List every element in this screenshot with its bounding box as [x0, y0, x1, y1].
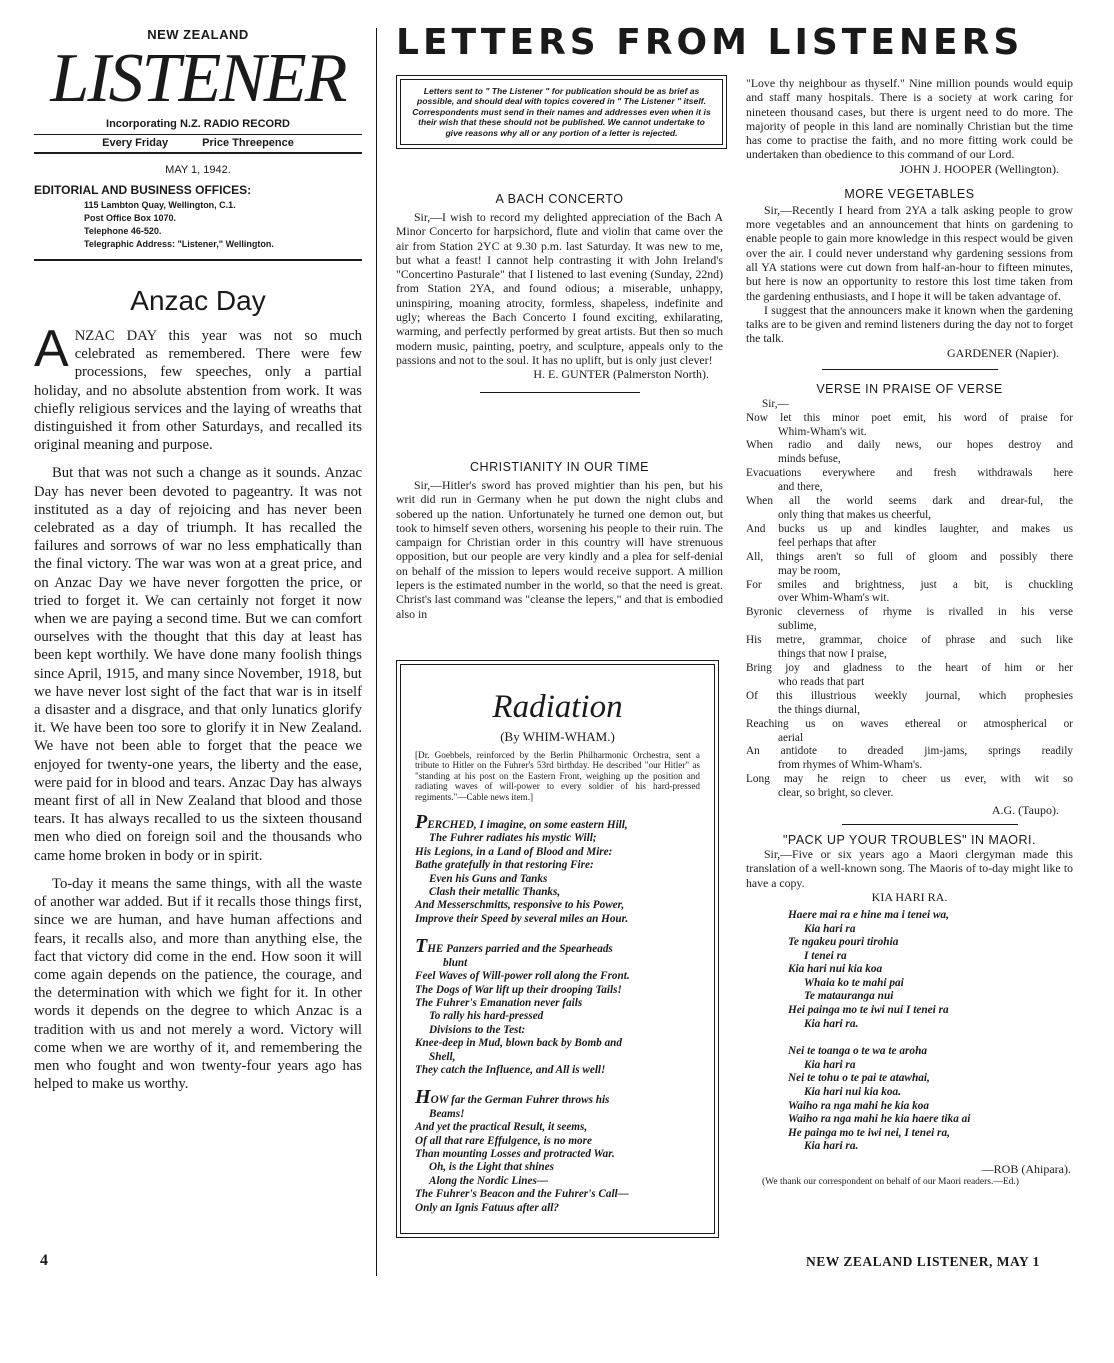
song-line: Te ngakeu pouri tirohia — [788, 936, 899, 949]
verse-line: For smiles and brightness, just a bit, is chuckling — [746, 578, 1073, 591]
verse-line-cont: may be room, — [778, 564, 841, 577]
editorial-notice — [396, 75, 727, 149]
editor-note: (We thank our correspondent on behalf of our Maori readers.—Ed.) — [762, 1177, 1019, 1188]
verse-line: Byronic cleverness of rhyme is rivalled in his verse — [746, 606, 1073, 619]
masthead-rule-2 — [34, 152, 362, 154]
masthead-info-row — [34, 135, 362, 152]
poem-line: To rally his hard-pressed — [429, 1010, 544, 1023]
letter-separator — [480, 392, 640, 393]
song-line: Nei te tohu o te pai te atawhai, — [788, 1072, 930, 1085]
verse-line: Reaching us on waves ethereal or atmospherical or — [746, 717, 1073, 730]
song-line: Haere mai ra e hine ma i tenei wa, — [788, 908, 949, 921]
verse-line: Of this illustrious weekly journal, which prophesies — [746, 689, 1073, 702]
letter-body: Sir,—Five or six years ago a Maori clergyman made this translation of a well-known song. The Maoris of to-day might like to have a copy. — [746, 847, 1073, 890]
poem-line: Oh, is the Light that shines — [429, 1161, 554, 1174]
office-line: Telephone 46-520. — [84, 226, 162, 236]
page-footer: NEW ZEALAND LISTENER, MAY 1 — [806, 1254, 1040, 1269]
editorial-para-1: ANZAC DAY this year was not so much celebrated as remembered. There were few processions, few speeches, only a partial holiday, and no absolute abstention from work. It was chiefly religious services and the laying of wreaths that distinguished it from other Saturdays, and recalled its original meaning and purpose. — [34, 320, 362, 454]
editorial-para-2: But that was not such a change as it sounds. Anzac Day has never been devoted to pageantry. It was not instituted as a day of rejoicing and has never been celebrated as a day of triumph. It has recalled the failures and sorrows of war no less emphatically than the final victory. The war was won at a great price, and on Anzac Day we have never forgotten the price, or tried to forget it. We can certainly not forget it now when we are paying a second time. But we can comfort ourselves with the thought that this day at least has been kept worthily. We have done many foolish things since April, 1915, and many since November, 1918, but we have never lost sight of the fact that war is in itself a disaster and a disgrace, and that only lunatics glorify it. We have been too sore to glorify it in New Zealand. We have not been able to forget that the peace we enjoyed for twenty-one years, the liberty and the ease, were paid for in blood and tears. Anzac Day has always meant first of all in New Zealand that blood and those tears. It has always recalled to us the sixteen thousand men who died on foreign soil and the thousands who came home broken in body or in spirit. — [34, 465, 362, 864]
poem-line: PERCHED, I imagine, on some eastern Hill, — [415, 811, 628, 834]
poem-initial: P — [415, 811, 428, 834]
editorial-body — [34, 320, 362, 1093]
middle-column — [396, 0, 723, 1363]
masthead-price: Price Threepence — [202, 137, 294, 149]
poem-line: Divisions to the Test: — [429, 1023, 526, 1036]
song-line: Hei painga mo te iwi nui I tenei ra — [788, 1004, 949, 1017]
verse-line-cont: minds befuse, — [778, 453, 841, 466]
verse-line-cont: clear, so bright, so clever. — [778, 787, 894, 800]
letter-title: CHRISTIANITY IN OUR TIME — [470, 460, 649, 474]
letter-body: Sir,—I wish to record my delighted appreciation of the Bach A Minor Concerto for harpsichord, flute and violin that came over the air from Station 2YC at 9.30 p.m. last Saturday. It was new to me, but what a feast! I cannot help contrasting it with John Ireland's "Concertino Pasturale" that I listened to last evening (Sunday, 22nd) from Station 2YA, and found odious; a miserable, unhappy, uninspiring, moaning atrocity, formless, shapeless, indefinite and ugly; whereas the Bach Concerto I found exciting, exhilarating, warming, and perfectly performed by great artists. But then so much modern music, painting, poetry, and sculpture, appeals only to the passions and not to the soul. It has no uplift, but is only just clever! — [396, 210, 723, 367]
verse-line: All, things aren't so full of gloom and possibly there — [746, 550, 1073, 563]
letter-bach — [396, 192, 723, 393]
poem-box — [396, 660, 719, 1238]
letter-title: A BACH CONCERTO — [495, 192, 624, 206]
left-column — [34, 0, 362, 1093]
letter-signature: A.G. (Taupo). — [991, 803, 1059, 818]
issue-date: MAY 1, 1942. — [165, 164, 231, 176]
column-divider — [376, 28, 377, 1276]
poem-line: Knee-deep in Mud, blown back by Bomb and — [415, 1037, 622, 1050]
song-verse-1 — [788, 909, 1073, 1031]
verse-line-cont: Whim-Wham's wit. — [778, 425, 867, 438]
verse-line-cont: only thing that makes us cheerful, — [778, 509, 932, 521]
letter-body-2: I suggest that the announcers make it known when the gardening talks are to be given and remind listeners during the day not to forget the talk. — [746, 302, 1073, 346]
verse-line: His metre, grammar, choice of phrase and such like — [746, 634, 1073, 647]
song-line: Kia hari ra. — [804, 1017, 859, 1030]
masthead-title: LISTENER — [50, 40, 346, 117]
poem-line: Shell, — [429, 1050, 456, 1063]
poem-line: Only an Ignis Fatuus after all? — [415, 1201, 559, 1214]
verse-line: Evacuations everywhere and fresh withdrawals here — [746, 467, 1073, 480]
poem-initial: T — [415, 935, 428, 958]
editorial-para-3: To-day it means the same things, with all the waste of another war added. But if it recalls those things first, since we are human, and have human affections and fears, it recalls also, and more than anything else, the fact that victory did come in the end. How soon it will come again depends on the patience, the courage, and the determination with which we fight for it. In other words it depends on the degree to which Anzac is a tradition with us and not merely a word. Victory will come when we are worthy of it, and remembering the men who fought and won twenty-four years ago has helped to make us worthy. — [34, 875, 362, 1093]
verse-line-cont: things that now I praise, — [778, 648, 887, 661]
letter-separator — [842, 824, 1018, 825]
poem-line: Clash their metallic Thanks, — [429, 886, 561, 899]
verse-line-cont: feel perhaps that after — [778, 536, 877, 549]
editorial-title: Anzac Day — [130, 285, 266, 316]
poem-stanza-1 — [415, 811, 700, 926]
poem-line: blunt — [443, 956, 468, 969]
song-line: Kia hari ra — [804, 1058, 856, 1071]
letter-title: MORE VEGETABLES — [844, 186, 975, 201]
verse-body — [746, 398, 1073, 801]
letter-signature: JOHN J. HOOPER (Wellington). — [899, 161, 1059, 176]
poem-line: Even his Guns and Tanks — [429, 872, 548, 885]
verse-line: Long may he reign to cheer us ever, with wit so — [746, 773, 1073, 786]
poem-line: The Fuhrer's Beacon and the Fuhrer's Call— — [415, 1188, 629, 1201]
letter-vegetables — [746, 187, 1073, 370]
notice-text: Letters sent to " The Listener " for publication should be as brief as possible, and should deal with topics covered in " The Listener " itself. Correspondents must send in their names and addresses even when it is their wish that these should not be published. We cannot undertake to give reasons why all or any portion of a letter is rejected. — [400, 79, 723, 145]
letter-title: "PACK UP YOUR TROUBLES" IN MAORI. — [783, 833, 1036, 848]
poem-line: Beams! — [429, 1107, 465, 1120]
section-banner: LETTERS FROM LISTENERS — [396, 22, 1024, 63]
masthead-incorporating: Incorporating N.Z. RADIO RECORD — [106, 118, 290, 130]
verse-line-cont: the things diurnal, — [778, 703, 860, 716]
letter-maori — [746, 833, 1073, 1188]
poem-stanza-2 — [415, 935, 700, 1077]
verse-line: Bring joy and gladness to the heart of him or her — [746, 661, 1073, 674]
poem-stanza-3 — [415, 1086, 700, 1215]
masthead-top: NEW ZEALAND — [147, 27, 249, 42]
poem-line: The Dogs of War lift up their drooping Tails! — [415, 983, 622, 996]
poem-line: Than mounting Losses and protracted War. — [415, 1147, 615, 1160]
masthead-frequency: Every Friday — [102, 137, 169, 149]
page-number: 4 — [40, 1252, 48, 1269]
poem-line: Of all that rare Effulgence, is no more — [415, 1134, 592, 1147]
song-line: I tenei ra — [804, 949, 847, 962]
letter-verse — [746, 382, 1073, 825]
verse-line-cont: sublime, — [778, 620, 817, 633]
verse-line: Now let this minor poet emit, his word of praise for — [746, 411, 1073, 424]
letter-signature: GARDENER (Napier). — [947, 345, 1059, 360]
poem-line: Along the Nordic Lines— — [429, 1174, 549, 1187]
poem-line: THE Panzers parried and the Spearheads — [415, 935, 613, 958]
poem-inner — [400, 664, 715, 1234]
poem-note: [Dr. Goebbels, reinforced by the Berlin Philharmonic Orchestra, sent a tribute to Hitler on the Fuhrer's 53rd birthday. He described "our Hitler" as "standing at his post on the Eastern Front, weighing up the position and radiating waves of will-power to every soldier of his hard-pressed regiments."—Cable news item.] — [415, 750, 700, 802]
poem-line: Improve their Speed by several miles an Hour. — [415, 912, 629, 925]
offices-title: EDITORIAL AND BUSINESS OFFICES: — [34, 183, 252, 197]
song-line: Nei te toanga o te wa te aroha — [788, 1045, 928, 1058]
song-line: Waiho ra nga mahi he kia koa — [788, 1099, 930, 1112]
poem-line: The Fuhrer radiates his mystic Will; — [429, 832, 597, 845]
poem-line: The Fuhrer's Emanation never fails — [415, 996, 583, 1009]
editorial-dropcap: A — [34, 320, 69, 378]
right-column — [746, 76, 1073, 1188]
poem-title: Radiation — [492, 689, 623, 725]
office-line: 115 Lambton Quay, Wellington, C.1. — [84, 200, 236, 210]
song-verse-2 — [788, 1045, 1073, 1154]
poem-initial: H — [415, 1086, 431, 1109]
verse-line: And bucks us up and kindles laughter, and makes us — [746, 522, 1073, 535]
verse-line: When radio and daily news, our hopes destroy and — [746, 439, 1073, 452]
offices-rule — [34, 259, 362, 261]
verse-line-cont: who reads that part — [778, 675, 865, 688]
verse-line-cont: aerial — [778, 731, 804, 744]
office-line: Post Office Box 1070. — [84, 213, 177, 223]
verse-lines — [746, 412, 1073, 801]
letter-body: Sir,—Recently I heard from 2YA a talk asking people to grow more vegetables and an announcement that hints on gardening to enable people to gain more knowledge in this respect would be given over the air. I could never understand why gardening sessions from all YA stations were cut down from half-an-hour to fifteen minutes, but here is now an opportunity to restore this lost time taken from the gardening enthusiasts, and I hope it will be taken advantage of. — [746, 202, 1073, 303]
letter-christianity — [396, 460, 723, 621]
verse-salutation: Sir,— — [762, 397, 789, 410]
verse-line-cont: and there, — [778, 481, 823, 494]
song-line: Waiho ra nga mahi he kia haere tika ai — [788, 1113, 971, 1126]
offices-list — [84, 199, 362, 251]
verse-line-cont: from rhymes of Whim-Wham's. — [778, 759, 923, 772]
song-line: Te matauranga nui — [804, 990, 894, 1003]
letter-body: Sir,—Hitler's sword has proved mightier than his pen, but his writ did run in Germany when he put down the night clubs and sobered up the nation. Unfortunately he turned one demon out, but took to himself seven others, worsening his people to their ruin. The campaign for Christian order in this country will have strenuous opposition, but our people are very kindly and a plea for self-denial on behalf of the mission to lepers would receive support. A million lepers is the estimated number in the world, so that the need is great. Christ's last command was "cleanse the lepers," and that is embodied also in — [396, 478, 723, 621]
song-line: Kia hari ra. — [804, 1140, 859, 1153]
song-line: Kia hari ra — [804, 922, 856, 935]
poem-byline: (By WHIM-WHAM.) — [500, 729, 615, 744]
office-line: Telegraphic Address: "Listener," Wellington. — [84, 239, 274, 249]
poem-line: And Messerschmitts, responsive to his Power, — [415, 899, 625, 912]
poem-line: Bathe gratefully in that restoring Fire: — [415, 859, 594, 872]
poem-line: HOW far the German Fuhrer throws his — [415, 1086, 610, 1109]
song-title: KIA HARI RA. — [871, 889, 948, 904]
poem-line: They catch the Influence, and All is well! — [415, 1063, 606, 1076]
letter-signature: H. E. GUNTER (Palmerston North). — [533, 367, 709, 382]
verse-line: When all the world seems dark and drear-ful, the — [746, 495, 1073, 508]
song-line: He painga mo te iwi nei, I tenei ra, — [788, 1126, 950, 1139]
poem-line: His Legions, in a Land of Blood and Mire: — [415, 845, 613, 858]
letter-signature: —ROB (Ahipara). — [981, 1162, 1071, 1177]
song-line: Whaia ko te mahi pai — [804, 976, 904, 989]
song-line: Kia hari nui kia koa. — [804, 1086, 901, 1099]
poem-line: And yet the practical Result, it seems, — [415, 1121, 588, 1134]
verse-line: An antidote to dreaded jim-jams, springs readily — [746, 745, 1073, 758]
song-line: Kia hari nui kia koa — [788, 963, 883, 976]
letter-separator — [822, 369, 998, 370]
verse-line-cont: over Whim-Wham's wit. — [778, 592, 890, 605]
letter-title: VERSE IN PRAISE OF VERSE — [816, 381, 1003, 396]
letter-christianity-continued: "Love thy neighbour as thyself." Nine million pounds would equip and staff many hospitals. There is a society at work caring for nineteen thousand cases, but there is urgent need to do more. The majority of people in this land are nominally Christian but the time has come to practise the faith, and no more fitting work could be undertaken than obedience to this command of our Lord. — [746, 76, 1073, 162]
poem-line: Feel Waves of Will-power roll along the Front. — [415, 970, 630, 983]
